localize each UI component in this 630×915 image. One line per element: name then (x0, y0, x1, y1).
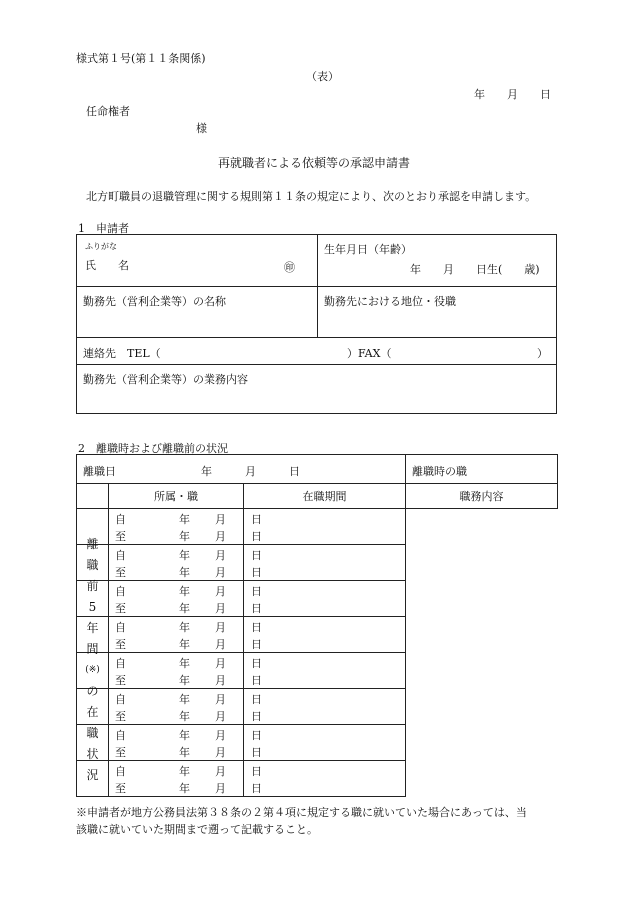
day-label: 日 (251, 782, 262, 795)
period-cell[interactable] (109, 761, 262, 797)
year-label: 年 (179, 729, 190, 742)
affiliation-cell[interactable] (77, 617, 109, 653)
period-cell[interactable] (109, 617, 262, 653)
retire-position-cell[interactable] (406, 455, 558, 484)
month-label: 月 (215, 746, 226, 759)
duties-cell[interactable] (244, 617, 406, 653)
applicant-table (76, 234, 557, 414)
year-label: 年 (179, 693, 190, 706)
section2-heading: 2 離職時および離職前の状況 (78, 442, 228, 455)
duties-cell[interactable] (244, 581, 406, 617)
year-label: 年 (179, 746, 190, 759)
month-label: 月 (215, 765, 226, 778)
month-label: 月 (215, 585, 226, 598)
vertical-label-char: 年 (86, 621, 99, 635)
day-label: 日 (251, 530, 262, 543)
period-cell[interactable] (109, 581, 262, 617)
business-label: 勤務先（営利企業等）の業務内容 (83, 373, 248, 386)
year-label: 年 (179, 566, 190, 579)
retire-date-value: 年 月 日 (201, 465, 300, 478)
contact-tel-label: 連絡先 TEL（ (83, 347, 161, 360)
vertical-label-char: 職 (86, 558, 99, 572)
day-label: 日 (251, 566, 262, 579)
duties-cell[interactable] (244, 545, 406, 581)
affiliation-cell[interactable] (77, 689, 109, 725)
date-line: 年 月 日 (474, 88, 551, 101)
affiliation-cell[interactable] (77, 545, 109, 581)
year-label: 年 (179, 782, 190, 795)
document-title: 再就職者による依頼等の承認申請書 (218, 156, 411, 170)
contact-end: ） (537, 347, 548, 360)
seal-icon: ㊞ (284, 261, 295, 274)
intro-text: 北方町職員の退職管理に関する規則第１１条の規定により、次のとおり承認を申請します。 (86, 190, 537, 203)
period-to-label: 至 (115, 710, 126, 723)
footnote-line2: 該職に就いていた期間まで遡って記載すること。 (76, 823, 318, 836)
employment-history-table (76, 454, 558, 797)
furigana-label: ふりがな (85, 242, 117, 251)
day-label: 日 (251, 513, 262, 526)
vertical-label-char: 職 (86, 726, 99, 740)
period-from-label: 自 (115, 657, 126, 670)
day-label: 日 (251, 549, 262, 562)
duties-cell[interactable] (244, 725, 406, 761)
affiliation-cell[interactable] (77, 653, 109, 689)
year-label: 年 (179, 710, 190, 723)
recipient-label: 任命権者 (86, 105, 130, 118)
table-row (77, 545, 558, 581)
year-label: 年 (179, 638, 190, 651)
year-label: 年 (179, 513, 190, 526)
year-label: 年 (179, 585, 190, 598)
year-label: 年 (179, 657, 190, 670)
month-label: 月 (215, 602, 226, 615)
day-label: 日 (251, 729, 262, 742)
col-affiliation: 所属・職 (109, 484, 244, 509)
table-row (77, 689, 558, 725)
retire-date-label: 離職日 (83, 465, 116, 478)
position-cell[interactable] (318, 287, 557, 338)
period-from-label: 自 (115, 549, 126, 562)
name-cell[interactable] (77, 235, 318, 287)
period-cell[interactable] (109, 689, 262, 725)
period-cell[interactable] (109, 545, 262, 581)
period-to-label: 至 (115, 530, 126, 543)
period-from-label: 自 (115, 765, 126, 778)
day-label: 日 (251, 602, 262, 615)
vertical-label-char: (※) (85, 665, 100, 675)
table-row (77, 761, 558, 797)
day-label: 日 (251, 674, 262, 687)
period-from-label: 自 (115, 693, 126, 706)
year-label: 年 (179, 621, 190, 634)
footnote-line1: ※申請者が地方公務員法第３８条の２第４項に規定する職に就いていた場合にあっては、当 (76, 806, 527, 819)
month-label: 月 (215, 782, 226, 795)
duties-cell[interactable] (244, 509, 406, 545)
affiliation-cell[interactable] (77, 509, 109, 545)
table-row (77, 653, 558, 689)
period-to-label: 至 (115, 638, 126, 651)
month-label: 月 (215, 729, 226, 742)
month-label: 月 (215, 693, 226, 706)
day-label: 日 (251, 765, 262, 778)
vertical-label-char: 離 (86, 537, 99, 551)
recipient-suffix: 様 (196, 122, 207, 135)
duties-cell[interactable] (244, 689, 406, 725)
month-label: 月 (215, 621, 226, 634)
day-label: 日 (251, 657, 262, 670)
day-label: 日 (251, 746, 262, 759)
position-label: 勤務先における地位・役職 (324, 295, 456, 308)
month-label: 月 (215, 549, 226, 562)
period-to-label: 至 (115, 602, 126, 615)
birth-label: 生年月日（年齢） (324, 243, 412, 256)
vertical-label-char: 況 (86, 768, 99, 782)
contact-fax-label: ）FAX（ (347, 347, 392, 360)
vertical-label-char: 状 (86, 747, 99, 761)
day-label: 日 (251, 621, 262, 634)
year-label: 年 (179, 674, 190, 687)
business-cell[interactable] (77, 365, 557, 414)
period-cell[interactable] (109, 725, 262, 761)
employer-label: 勤務先（営利企業等）の名称 (83, 295, 226, 308)
duties-cell[interactable] (244, 653, 406, 689)
day-label: 日 (251, 585, 262, 598)
year-label: 年 (179, 765, 190, 778)
month-label: 月 (215, 710, 226, 723)
affiliation-cell[interactable] (77, 725, 109, 761)
period-to-label: 至 (115, 782, 126, 795)
contact-cell[interactable] (77, 338, 557, 365)
month-label: 月 (215, 638, 226, 651)
month-label: 月 (215, 530, 226, 543)
col-duties: 職務内容 (406, 484, 558, 509)
period-from-label: 自 (115, 585, 126, 598)
table-row (77, 509, 558, 545)
duties-cell[interactable] (244, 761, 406, 797)
vertical-label-char: 在 (86, 705, 99, 719)
employer-cell[interactable] (77, 287, 318, 338)
month-label: 月 (215, 513, 226, 526)
affiliation-cell[interactable] (77, 761, 109, 797)
retire-date-cell[interactable] (77, 455, 406, 484)
day-label: 日 (251, 710, 262, 723)
period-cell[interactable] (109, 509, 262, 545)
birth-value: 年 月 日生( 歳) (410, 263, 540, 276)
month-label: 月 (215, 657, 226, 670)
period-to-label: 至 (115, 746, 126, 759)
side-label: （表） (306, 70, 339, 83)
table-row (77, 581, 558, 617)
name-label: 氏 名 (85, 259, 129, 272)
period-from-label: 自 (115, 621, 126, 634)
period-to-label: 至 (115, 674, 126, 687)
period-cell[interactable] (109, 653, 262, 689)
affiliation-cell[interactable] (77, 581, 109, 617)
vertical-label-char: 5 (88, 600, 97, 614)
period-to-label: 至 (115, 566, 126, 579)
year-label: 年 (179, 602, 190, 615)
year-label: 年 (179, 530, 190, 543)
period-from-label: 自 (115, 729, 126, 742)
month-label: 月 (215, 674, 226, 687)
day-label: 日 (251, 693, 262, 706)
col-period: 在職期間 (244, 484, 406, 509)
table-row (77, 617, 558, 653)
vertical-label-char: 間 (86, 642, 99, 656)
day-label: 日 (251, 638, 262, 651)
retire-position-label: 離職時の職 (412, 465, 468, 478)
year-label: 年 (179, 549, 190, 562)
form-number: 様式第１号(第１１条関係) (76, 52, 206, 65)
period-from-label: 自 (115, 513, 126, 526)
section1-heading: 1 申請者 (78, 222, 129, 235)
vertical-label-char: の (86, 684, 99, 698)
vertical-label-cell (77, 484, 109, 782)
table-row (77, 725, 558, 761)
month-label: 月 (215, 566, 226, 579)
birth-cell[interactable] (318, 235, 557, 287)
vertical-label-char: 前 (86, 579, 99, 593)
